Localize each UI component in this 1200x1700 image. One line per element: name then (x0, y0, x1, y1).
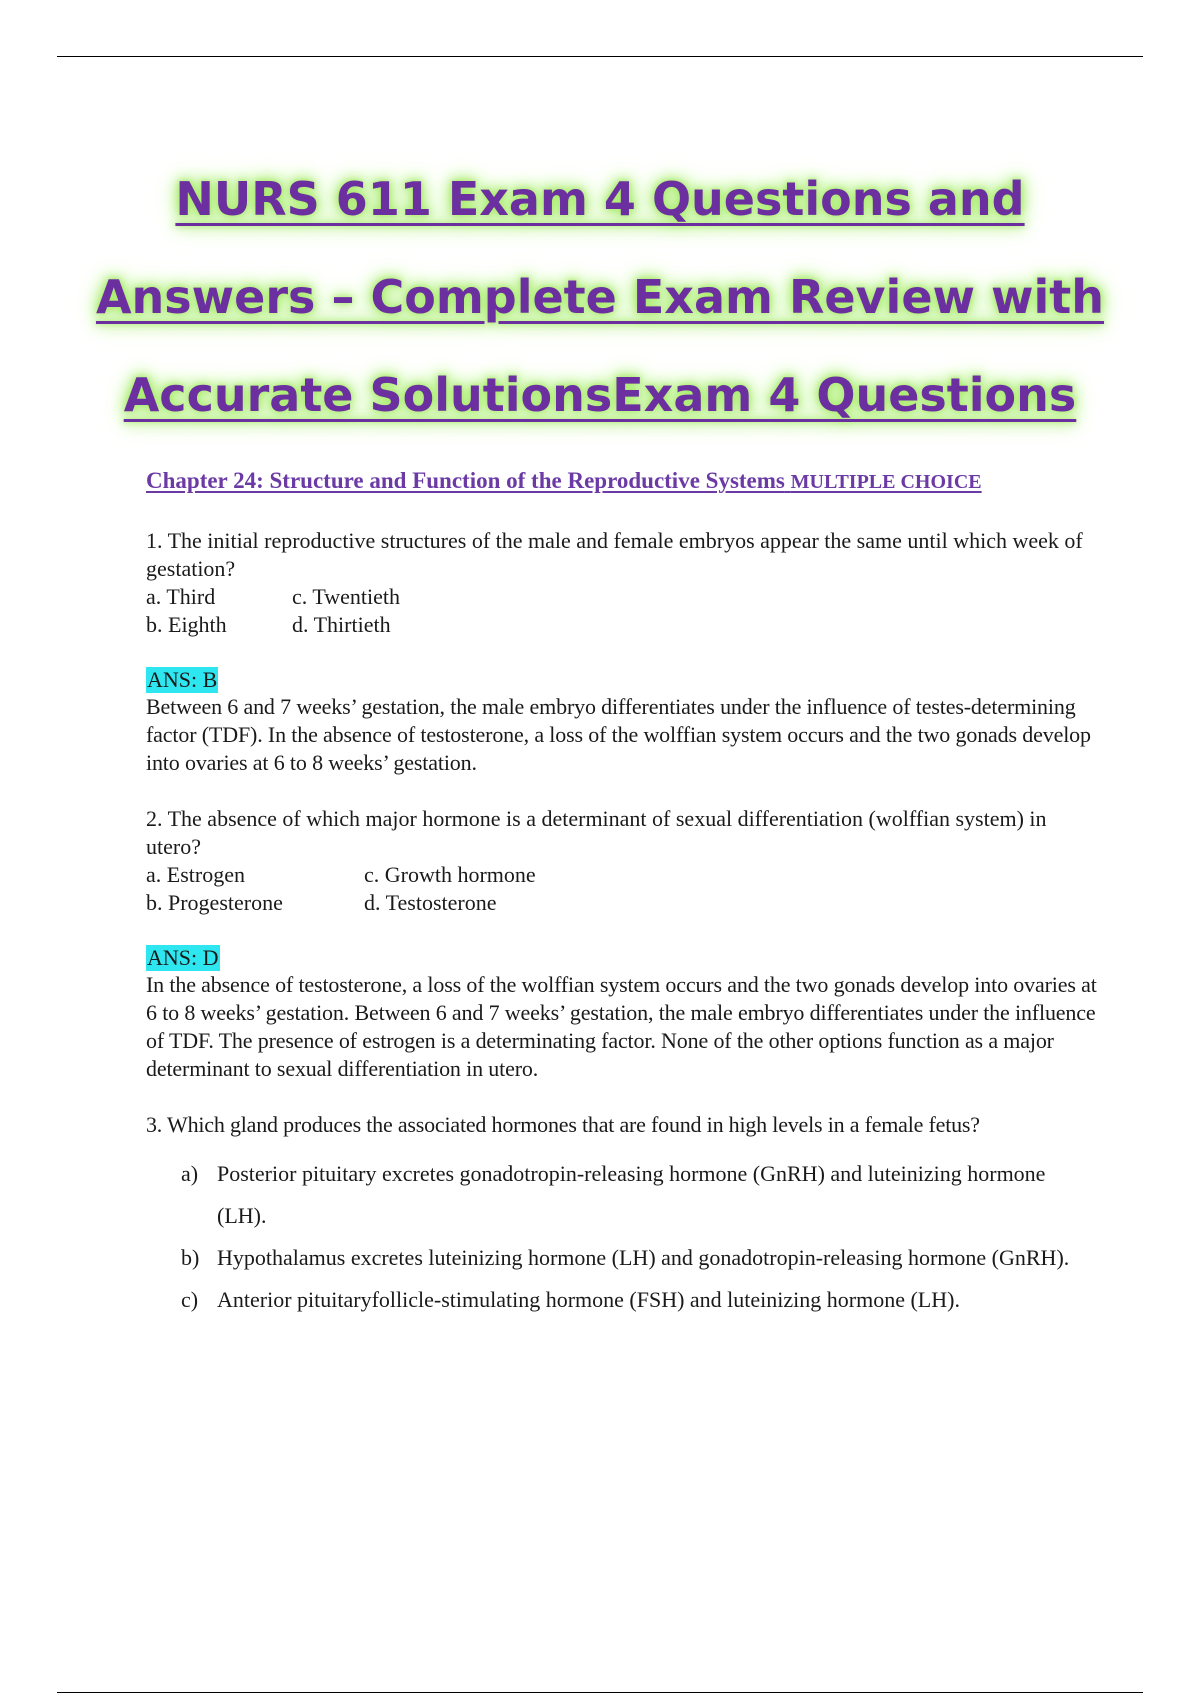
answer-line (146, 945, 1106, 971)
option-b: b. Eighth (146, 612, 227, 637)
option-text: Posterior pituitary excretes gonadotropin-releasing hormone (GnRH) and luteinizing hormone (LH). (217, 1161, 1046, 1228)
question-3 (146, 1111, 1106, 1321)
question-type: MULTIPLE CHOICE (790, 471, 982, 493)
option-letter: a) (181, 1161, 199, 1186)
question-2 (146, 805, 1106, 1083)
question-1 (146, 527, 1106, 777)
option-d: d. Thirtieth (292, 612, 391, 637)
option-c: c. Growth hormone (364, 862, 536, 887)
option-d: d. Testosterone (364, 890, 497, 915)
bottom-rule (57, 1692, 1143, 1693)
document-title (60, 150, 1140, 444)
option-a (181, 1153, 1106, 1237)
answer-label: ANS: D (147, 945, 219, 970)
document-body (146, 466, 1106, 1321)
option-c: c. Twentieth (292, 584, 401, 609)
option-text: Hypothalamus excretes luteinizing hormone (LH) and gonadotropin-releasing hormone (GnRH). (217, 1245, 1070, 1270)
title-line-1: NURS 611 Exam 4 Questions and (175, 172, 1025, 226)
question-text: 1. The initial reproductive structures of the male and female embryos appear the same until which week of gestation? (146, 528, 1083, 581)
answer-options (146, 861, 1106, 917)
answer-options (146, 1153, 1106, 1321)
option-c (181, 1279, 1106, 1321)
title-line-2: Answers – Complete Exam Review with (95, 270, 1105, 324)
option-a: a. Third (146, 584, 216, 609)
rationale: Between 6 and 7 weeks’ gestation, the male embryo differentiates under the influence of testes-determining factor (TDF). In the absence of testosterone, a loss of the wolffian system occurs and the two gonads develop into ovaries at 6 to 8 weeks’ gestation. (146, 694, 1091, 775)
chapter-heading (146, 466, 1106, 497)
option-b: b. Progesterone (146, 890, 283, 915)
option-b (181, 1237, 1106, 1279)
answer-line (146, 667, 1106, 693)
answer-options (146, 583, 1106, 639)
answer-label: ANS: B (147, 667, 218, 692)
option-letter: c) (181, 1287, 199, 1312)
question-text: 2. The absence of which major hormone is a determinant of sexual differentiation (wolffian system) in utero? (146, 806, 1047, 859)
rationale: In the absence of testosterone, a loss of the wolffian system occurs and the two gonads develop into ovaries at 6 to 8 weeks’ gestation. Between 6 and 7 weeks’ gestation, the male embryo differentiates under the influence of TDF. The presence of estrogen is a determinating factor. None of the other options function as a major determinant to sexual differentiation in utero. (146, 972, 1097, 1081)
top-rule (57, 56, 1143, 57)
title-line-3: Accurate SolutionsExam 4 Questions (123, 368, 1077, 422)
chapter-title: Chapter 24: Structure and Function of the Reproductive Systems (146, 468, 785, 493)
option-letter: b) (181, 1245, 200, 1270)
option-text: Anterior pituitaryfollicle-stimulating hormone (FSH) and luteinizing hormone (LH). (217, 1287, 960, 1312)
question-text: 3. Which gland produces the associated hormones that are found in high levels in a female fetus? (146, 1112, 980, 1137)
option-a: a. Estrogen (146, 862, 245, 887)
